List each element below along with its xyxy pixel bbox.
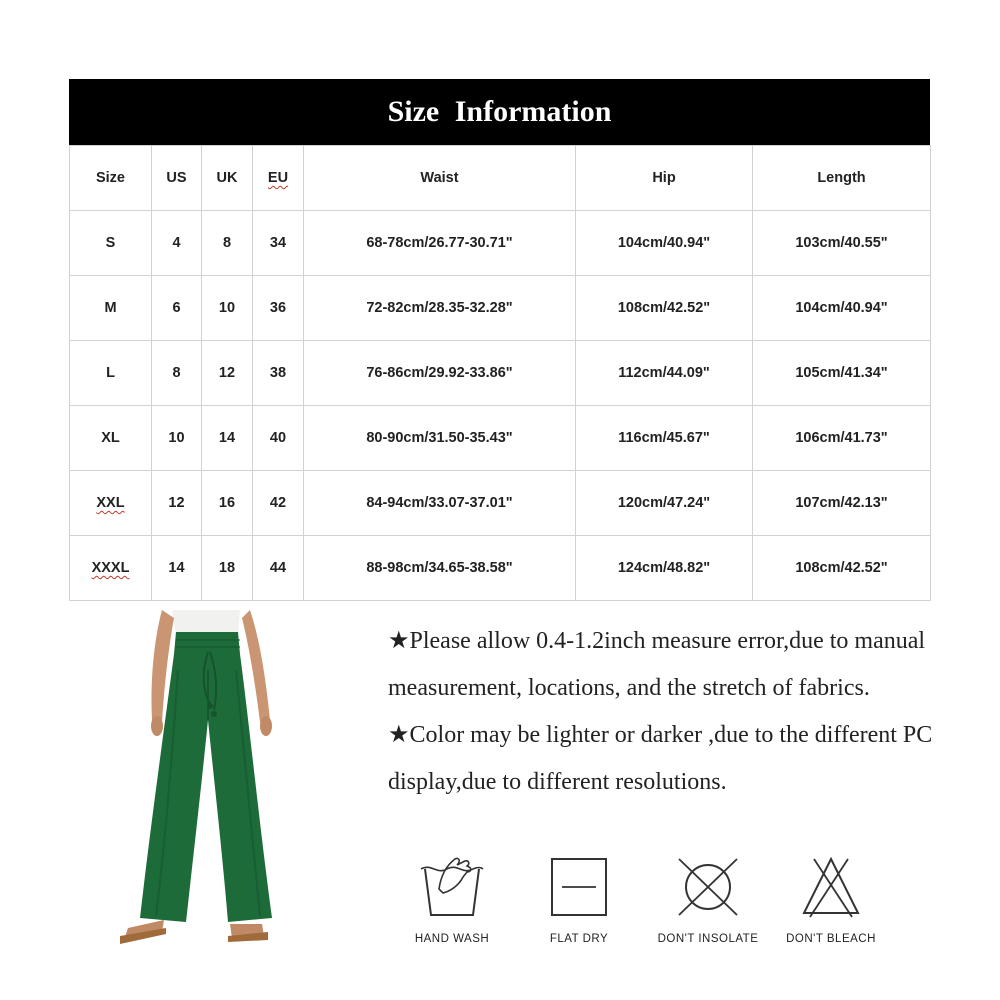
- cell-uk: 16: [202, 471, 253, 536]
- cell-size: XL: [70, 406, 152, 471]
- cell-hip: 124cm/48.82": [576, 536, 753, 601]
- cell-size: XXXL: [70, 536, 152, 601]
- cell-length: 106cm/41.73": [753, 406, 931, 471]
- cell-length: 108cm/42.52": [753, 536, 931, 601]
- cell-size: M: [70, 276, 152, 341]
- cell-waist: 88-98cm/34.65-38.58": [304, 536, 576, 601]
- dont-insolate-icon: [673, 855, 743, 919]
- notes-block: [388, 618, 948, 806]
- cell-length: 107cm/42.13": [753, 471, 931, 536]
- cell-eu: 36: [253, 276, 304, 341]
- header-length: Length: [753, 146, 931, 211]
- table-row: [70, 471, 931, 536]
- flat-dry-icon: [544, 855, 614, 919]
- cell-hip: 112cm/44.09": [576, 341, 753, 406]
- cell-uk: 10: [202, 276, 253, 341]
- cell-eu: 42: [253, 471, 304, 536]
- page-title: Size Information: [387, 95, 612, 128]
- hand-wash-icon: [417, 855, 487, 919]
- cell-size: S: [70, 211, 152, 276]
- cell-hip: 108cm/42.52": [576, 276, 753, 341]
- cell-uk: 8: [202, 211, 253, 276]
- header-waist: Waist: [304, 146, 576, 211]
- cell-eu: 38: [253, 341, 304, 406]
- cell-us: 10: [152, 406, 202, 471]
- cell-us: 12: [152, 471, 202, 536]
- note-measure-error: ★Please allow 0.4-1.2inch measure error,due to manual measurement, locations, and the stretch of fabrics.: [388, 628, 926, 701]
- care-label: FLAT DRY: [549, 933, 609, 945]
- cell-us: 8: [152, 341, 202, 406]
- cell-hip: 120cm/47.24": [576, 471, 753, 536]
- cell-us: 6: [152, 276, 202, 341]
- care-label: DON'T INSOLATE: [657, 933, 759, 945]
- cell-waist: 68-78cm/26.77-30.71": [304, 211, 576, 276]
- header-eu: EU: [253, 146, 304, 211]
- cell-waist: 80-90cm/31.50-35.43": [304, 406, 576, 471]
- dont-bleach-icon: [796, 855, 866, 919]
- cell-size: XXL: [70, 471, 152, 536]
- care-label: DON'T BLEACH: [786, 933, 876, 945]
- header-size: Size: [70, 146, 152, 211]
- cell-hip: 116cm/45.67": [576, 406, 753, 471]
- table-row: [70, 341, 931, 406]
- cell-uk: 12: [202, 341, 253, 406]
- table-row: [70, 211, 931, 276]
- product-photo: [110, 610, 310, 950]
- care-hand-wash: [387, 855, 517, 945]
- note-color: ★Color may be lighter or darker ,due to the different PC display,due to different resolutions.: [388, 722, 933, 795]
- cell-eu: 44: [253, 536, 304, 601]
- header-us: US: [152, 146, 202, 211]
- table-row: [70, 536, 931, 601]
- cell-us: 4: [152, 211, 202, 276]
- care-label: HAND WASH: [414, 933, 490, 945]
- cell-us: 14: [152, 536, 202, 601]
- title-banner: [69, 79, 930, 145]
- care-flat-dry: [514, 855, 644, 945]
- cell-eu: 34: [253, 211, 304, 276]
- cell-hip: 104cm/40.94": [576, 211, 753, 276]
- cell-waist: 76-86cm/29.92-33.86": [304, 341, 576, 406]
- table-header-row: [70, 146, 931, 211]
- header-uk: UK: [202, 146, 253, 211]
- care-dont-insolate: [643, 855, 773, 945]
- cell-length: 103cm/40.55": [753, 211, 931, 276]
- care-dont-bleach: [766, 855, 896, 945]
- header-hip: Hip: [576, 146, 753, 211]
- cell-eu: 40: [253, 406, 304, 471]
- table-row: [70, 276, 931, 341]
- size-table: [69, 145, 931, 601]
- cell-waist: 72-82cm/28.35-32.28": [304, 276, 576, 341]
- cell-length: 105cm/41.34": [753, 341, 931, 406]
- cell-size: L: [70, 341, 152, 406]
- cell-length: 104cm/40.94": [753, 276, 931, 341]
- cell-uk: 18: [202, 536, 253, 601]
- cell-uk: 14: [202, 406, 253, 471]
- cell-waist: 84-94cm/33.07-37.01": [304, 471, 576, 536]
- table-row: [70, 406, 931, 471]
